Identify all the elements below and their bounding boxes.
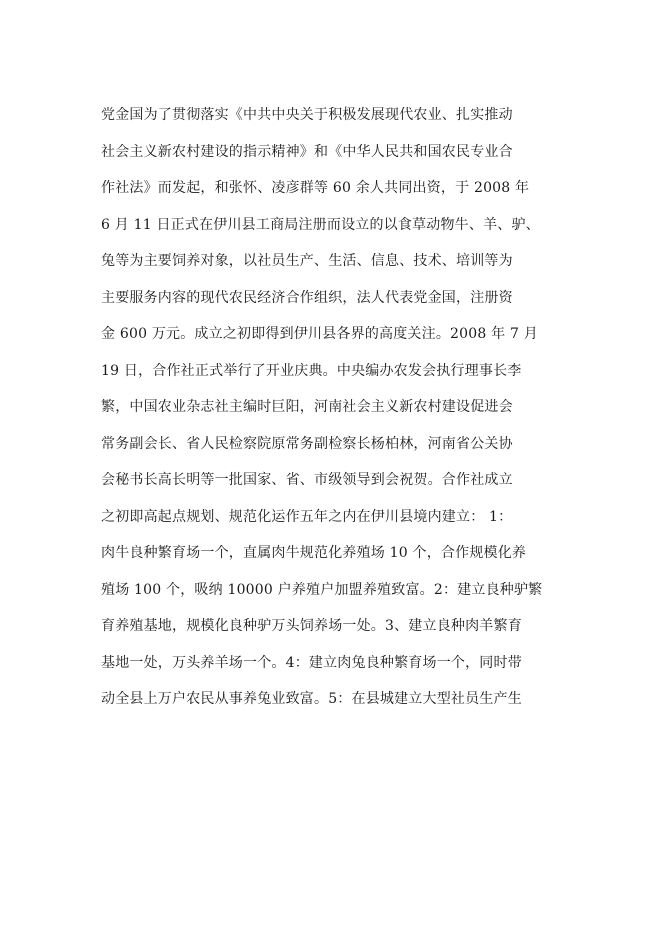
text-line-8: 19 日，合作社正式举行了开业庆典。中央编办农发会执行理事长李 xyxy=(101,362,522,379)
text-line-1: 党金国为了贯彻落实《中共中央关于积极发展现代农业、扎实推动 xyxy=(101,107,513,123)
text-line-12: 之初即高起点规划、规范化运作五年之内在伊川县境内建立： 1： xyxy=(101,508,513,525)
text-line-13: 肉牛良种繁育场一个，直属肉牛规范化养殖场 10 个，合作规模化养 xyxy=(101,545,527,561)
text-line-4: 6 月 11 日正式在伊川县工商局注册而设立的以食草动物牛、羊、驴、 xyxy=(101,216,540,233)
text-line-7: 金 600 万元。成立之初即得到伊川县各界的高度关注。2008 年 7 月 xyxy=(101,326,538,342)
text-line-17: 动全县上万户农民从事养兔业致富。5：在县城建立大型社员生产生 xyxy=(101,691,522,707)
text-line-16: 基地一处，万头养羊场一个。4：建立肉兔良种繁育场一个，同时带 xyxy=(101,654,522,671)
text-line-9: 繁，中国农业杂志社主编时巨阳，河南社会主义新农村建设促进会 xyxy=(101,399,513,415)
text-line-3: 作社法》而发起，和张怀、凌彦群等 60 余人共同出资，于 2008 年 xyxy=(101,180,530,196)
text-line-11: 会秘书长高长明等一批国家、省、市级领导到会祝贺。合作社成立 xyxy=(101,472,513,488)
text-line-14: 殖场 100 个，吸纳 10000 户养殖户加盟养殖致富。2：建立良种驴繁 xyxy=(101,581,543,598)
text-line-6: 主要服务内容的现代农民经济合作组织，法人代表党金国，注册资 xyxy=(101,289,513,306)
text-line-5: 兔等为主要饲养对象，以社员生产、生活、信息、技术、培训等为 xyxy=(101,253,513,269)
text-line-2: 社会主义新农村建设的指示精神》和《中华人民共和国农民专业合 xyxy=(101,143,513,160)
body-text xyxy=(101,104,551,725)
text-line-10: 常务副会长、省人民检察院原常务副检察长杨柏林，河南省公关协 xyxy=(101,435,513,452)
text-line-15: 育养殖基地，规模化良种驴万头饲养场一处。3、建立良种肉羊繁育 xyxy=(101,618,522,634)
